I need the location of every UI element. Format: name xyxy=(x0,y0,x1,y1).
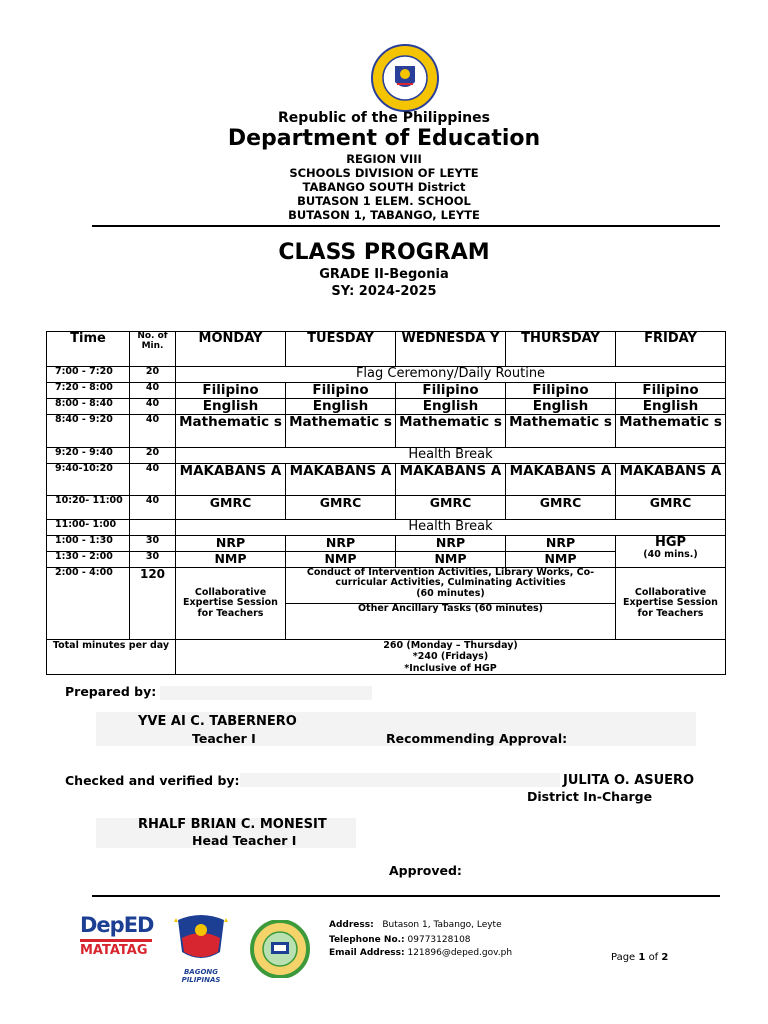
time-cell: 8:00 - 8:40 xyxy=(47,399,130,415)
minutes-cell: 40 xyxy=(130,464,176,496)
subject-cell: MAKABANS A xyxy=(286,464,396,496)
school-line: BUTASON 1 ELEM. SCHOOL xyxy=(297,194,471,208)
subject-cell: NRP xyxy=(396,536,506,552)
subject-cell: Mathematic s xyxy=(176,415,286,448)
grade-section: GRADE II-Begonia xyxy=(319,267,449,282)
total-mon-thu: 260 (Monday – Thursday) xyxy=(383,640,518,651)
time-cell: 9:40-10:20 xyxy=(47,464,130,496)
total-minutes-label: Total minutes per day xyxy=(47,640,176,675)
total-note: *Inclusive of HGP xyxy=(404,662,497,674)
prepared-by-label: Prepared by: xyxy=(65,684,157,699)
intervention-minutes: (60 minutes) xyxy=(416,587,485,599)
phone-value: 09773128108 xyxy=(407,935,471,945)
time-cell: 1:00 - 1:30 xyxy=(47,536,130,552)
subject-cell: Filipino xyxy=(506,383,616,399)
page-number xyxy=(611,952,668,963)
field-shade xyxy=(240,773,560,787)
intervention-cell xyxy=(286,568,616,604)
district-in-charge-name: JULITA O. ASUERO xyxy=(563,773,695,788)
subject-cell: NMP xyxy=(286,552,396,568)
checked-by-title: Head Teacher I xyxy=(192,833,297,848)
subject-cell: MAKABANS A xyxy=(506,464,616,496)
field-shade xyxy=(160,686,372,700)
intervention-activities: Conduct of Intervention Activities, Library Works, Co-curricular Activities, Culminating Activities xyxy=(306,567,595,589)
total-friday: *240 (Fridays) xyxy=(412,651,489,663)
recommending-approval-label: Recommending Approval: xyxy=(386,731,568,746)
collaborative-session-cell: Collaborative Expertise Session for Teachers xyxy=(176,568,286,640)
phone-label: Telephone No.: xyxy=(329,935,405,945)
class-schedule-table xyxy=(46,331,726,675)
time-cell: 1:30 - 2:00 xyxy=(47,552,130,568)
time-cell: 7:00 - 7:20 xyxy=(47,367,130,383)
minutes-cell: 20 xyxy=(130,367,176,383)
health-break-cell: Health Break xyxy=(176,448,726,464)
minutes-cell: 40 xyxy=(130,399,176,415)
subject-cell: NRP xyxy=(506,536,616,552)
page-prefix: Page xyxy=(611,952,636,963)
deped-seal xyxy=(367,44,443,112)
subject-cell: Mathematic s xyxy=(286,415,396,448)
hgp-label: HGP xyxy=(654,535,687,550)
minutes-cell: 40 xyxy=(130,496,176,520)
subject-cell: Filipino xyxy=(176,383,286,399)
time-cell: 9:20 - 9:40 xyxy=(47,448,130,464)
subject-cell: Mathematic s xyxy=(396,415,506,448)
class-program-title: CLASS PROGRAM xyxy=(278,240,490,265)
subject-cell: MAKABANS A xyxy=(616,464,726,496)
time-cell: 10:20- 11:00 xyxy=(47,496,130,520)
district-in-charge-title: District In-Charge xyxy=(527,789,653,804)
subject-cell: NMP xyxy=(506,552,616,568)
subject-cell: GMRC xyxy=(176,496,286,520)
subject-cell: NRP xyxy=(176,536,286,552)
division-line: SCHOOLS DIVISION OF LEYTE xyxy=(289,166,479,180)
page-current: 1 xyxy=(638,952,646,963)
school-year: SY: 2024-2025 xyxy=(331,284,437,299)
header-thursday: THURSDAY xyxy=(506,332,616,367)
minutes-cell: 20 xyxy=(130,448,176,464)
region-line: REGION VIII xyxy=(346,152,422,166)
footer-email xyxy=(329,948,512,958)
table-row xyxy=(47,536,726,552)
subject-cell: English xyxy=(176,399,286,415)
minutes-cell xyxy=(130,520,176,536)
subject-cell: Mathematic s xyxy=(506,415,616,448)
footer-phone xyxy=(329,935,471,945)
republic-line: Republic of the Philippines xyxy=(278,110,490,126)
approved-label: Approved: xyxy=(389,863,462,878)
header-divider xyxy=(92,225,720,227)
subject-cell: GMRC xyxy=(396,496,506,520)
subject-cell: Filipino xyxy=(396,383,506,399)
friday-hgp-cell xyxy=(616,536,726,568)
table-row xyxy=(47,496,726,520)
email-value: 121896@deped.gov.ph xyxy=(407,948,513,958)
page-of: of xyxy=(648,952,659,963)
hgp-minutes: (40 mins.) xyxy=(643,549,698,561)
subject-cell: Filipino xyxy=(286,383,396,399)
deped-matatag-logo xyxy=(80,914,152,976)
time-cell: 7:20 - 8:00 xyxy=(47,383,130,399)
table-row xyxy=(47,568,726,604)
address-label: Address: xyxy=(329,920,374,930)
footer-address xyxy=(329,920,502,930)
deped-logo-text: DepED xyxy=(80,913,154,937)
minutes-cell: 30 xyxy=(130,552,176,568)
bagong-pilipinas-logo xyxy=(168,912,234,984)
minutes-cell: 40 xyxy=(130,383,176,399)
subject-cell: NMP xyxy=(176,552,286,568)
minutes-cell: 30 xyxy=(130,536,176,552)
subject-cell: NRP xyxy=(286,536,396,552)
minutes-cell: 120 xyxy=(130,568,176,640)
table-row xyxy=(47,448,726,464)
table-row xyxy=(47,415,726,448)
flag-ceremony-cell: Flag Ceremony/Daily Routine xyxy=(176,367,726,383)
table-row xyxy=(47,464,726,496)
subject-cell: English xyxy=(286,399,396,415)
subject-cell: GMRC xyxy=(286,496,396,520)
ancillary-tasks-cell: Other Ancillary Tasks (60 minutes) xyxy=(286,604,616,640)
header-minutes: No. of Min. xyxy=(130,332,176,367)
logo-stripe xyxy=(80,939,152,942)
subject-cell: MAKABANS A xyxy=(176,464,286,496)
header-wednesday: WEDNESDA Y xyxy=(396,332,506,367)
school-address-line: BUTASON 1, TABANGO, LEYTE xyxy=(288,208,480,222)
page-total: 2 xyxy=(661,952,669,963)
checked-by-label: Checked and verified by: xyxy=(65,773,240,788)
table-row xyxy=(47,383,726,399)
footer-divider xyxy=(92,895,720,897)
checked-by-name: RHALF BRIAN C. MONESIT xyxy=(138,817,327,832)
header-monday: MONDAY xyxy=(176,332,286,367)
minutes-cell: 40 xyxy=(130,415,176,448)
matatag-logo-text: MATATAG xyxy=(80,943,148,958)
time-cell: 11:00- 1:00 xyxy=(47,520,130,536)
header-tuesday: TUESDAY xyxy=(286,332,396,367)
subject-cell: GMRC xyxy=(506,496,616,520)
time-cell: 8:40 - 9:20 xyxy=(47,415,130,448)
address-value: Butason 1, Tabango, Leyte xyxy=(382,920,502,930)
email-label: Email Address: xyxy=(329,948,405,958)
subject-cell: English xyxy=(506,399,616,415)
table-row xyxy=(47,399,726,415)
table-header-row xyxy=(47,332,726,367)
header-friday: FRIDAY xyxy=(616,332,726,367)
subject-cell: English xyxy=(616,399,726,415)
total-row xyxy=(47,640,726,675)
subject-cell: MAKABANS A xyxy=(396,464,506,496)
collaborative-session-cell: Collaborative Expertise Session for Teachers xyxy=(616,568,726,640)
header-time: Time xyxy=(47,332,130,367)
table-row xyxy=(47,520,726,536)
subject-cell: GMRC xyxy=(616,496,726,520)
bagong-pilipinas-text: BAGONG PILIPINAS xyxy=(181,968,221,984)
subject-cell: Filipino xyxy=(616,383,726,399)
prepared-by-title: Teacher I xyxy=(192,731,256,746)
department-title: Department of Education xyxy=(227,126,541,151)
subject-cell: NMP xyxy=(396,552,506,568)
health-break-cell: Health Break xyxy=(176,520,726,536)
subject-cell: English xyxy=(396,399,506,415)
prepared-by-name: YVE AI C. TABERNERO xyxy=(138,714,297,729)
table-row xyxy=(47,367,726,383)
district-line: TABANGO SOUTH District xyxy=(302,180,466,194)
total-minutes-values xyxy=(176,640,726,675)
subject-cell: Mathematic s xyxy=(616,415,726,448)
school-seal-logo xyxy=(248,920,312,978)
time-cell: 2:00 - 4:00 xyxy=(47,568,130,640)
